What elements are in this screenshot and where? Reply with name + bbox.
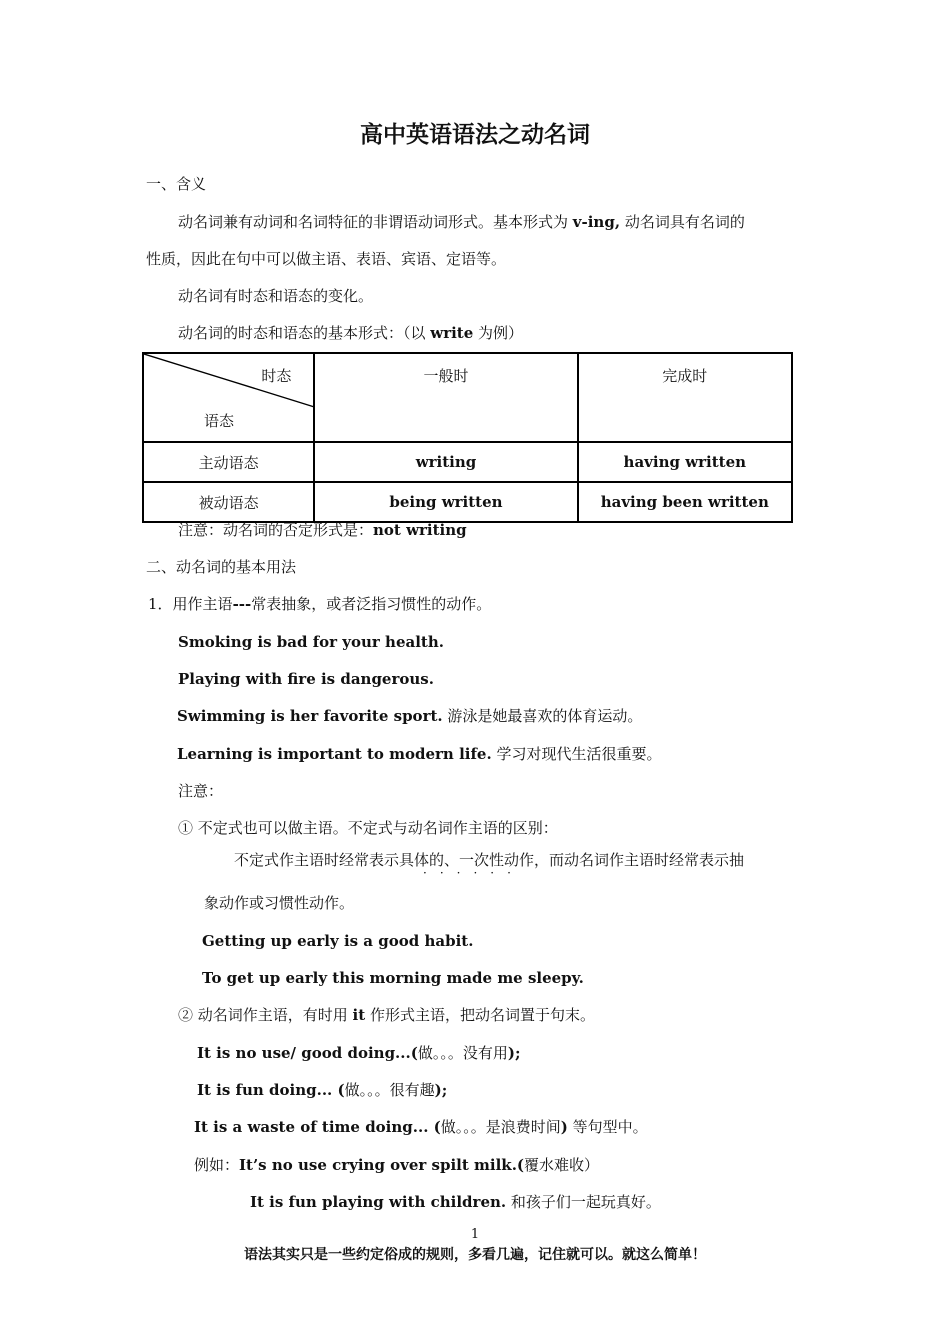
emphasis-dots: ······ — [423, 866, 524, 880]
row-label: 被动语态 — [143, 482, 314, 522]
note-1: ① 不定式也可以做主语。不定式与动名词作主语的区别： — [178, 819, 558, 837]
table-header-row — [143, 353, 792, 442]
cell-simple: writing — [314, 442, 577, 482]
gerund-forms-table — [142, 352, 793, 523]
table-row — [143, 442, 792, 482]
basic-forms-intro: 动名词的时态和语态的基本形式：（以 write 为例） — [178, 324, 524, 342]
footer-note: 语法其实只是一些约定俗成的规则，多看几遍，记住就可以。就这么简单！ — [244, 1247, 706, 1263]
example-sentence: Playing with fire is dangerous. — [178, 670, 434, 688]
pattern-line: It is no use/ good doing...(做。。。没有用); — [197, 1044, 521, 1062]
definition-line1 — [178, 212, 745, 232]
diag-label-tense: 时态 — [261, 367, 292, 385]
section2-heading: 二、动名词的基本用法 — [146, 558, 297, 576]
section1-heading: 一、含义 — [146, 175, 207, 193]
header-perfect: 完成时 — [578, 353, 792, 442]
negative-form-note: 注意：动名词的否定形式是：not writing — [178, 521, 467, 539]
pattern-line: It is fun doing... (做。。。很有趣); — [197, 1081, 448, 1099]
definition-text-c: 动名词具有名词的 — [620, 213, 745, 231]
note-1-explanation-line2: 象动作或习惯性动作。 — [204, 894, 355, 912]
definition-text-a: 动名词兼有动词和名词特征的非谓语动词形式。基本形式为 — [178, 213, 573, 231]
example-label: 例如： — [194, 1156, 240, 1174]
example-sentence: Smoking is bad for your health. — [178, 633, 444, 651]
definition-form: v-ing, — [572, 213, 621, 231]
definition-line2: 性质，因此在句中可以做主语、表语、宾语、定语等。 — [146, 250, 507, 268]
item-number: 1． — [148, 595, 173, 613]
cell-perfect: having written — [578, 442, 792, 482]
note-2: ② 动名词作主语，有时用 it 作形式主语，把动名词置于句末。 — [178, 1006, 595, 1024]
diagonal-header-cell — [143, 353, 314, 442]
example-sentence: Getting up early is a good habit. — [202, 932, 474, 950]
document-title: 高中英语语法之动名词 — [360, 122, 590, 148]
header-simple: 一般时 — [314, 353, 577, 442]
example-line: 例如：It’s no use crying over spilt milk.(覆水难收） — [194, 1156, 600, 1174]
cell-simple: being written — [314, 482, 577, 522]
pattern-line: It is a waste of time doing... (做。。。是浪费时间) 等句型中。 — [194, 1118, 648, 1136]
page-number: 1 — [470, 1227, 480, 1242]
example-sentence: Swimming is her favorite sport. 游泳是她最喜欢的体育运动。 — [177, 707, 643, 725]
example-sentence: Learning is important to modern life. 学习对现代生活很重要。 — [177, 745, 662, 763]
note-label: 注意： — [178, 782, 224, 800]
row-label: 主动语态 — [143, 442, 314, 482]
diag-label-voice: 语态 — [204, 412, 235, 430]
cell-perfect: having been written — [578, 482, 792, 522]
usage-item-1: 1．用作主语---常表抽象，或者泛指习惯性的动作。 — [148, 595, 492, 613]
example-sentence: To get up early this morning made me sleepy. — [202, 969, 584, 987]
tense-voice-note: 动名词有时态和语态的变化。 — [178, 287, 374, 305]
example-line: It is fun playing with children. 和孩子们一起玩真好。 — [250, 1193, 661, 1211]
note-1-explanation-line1: 不定式作主语时经常表示具体的、一次性动作，而动名词作主语时经常表示抽 — [234, 851, 745, 869]
table-row — [143, 482, 792, 522]
